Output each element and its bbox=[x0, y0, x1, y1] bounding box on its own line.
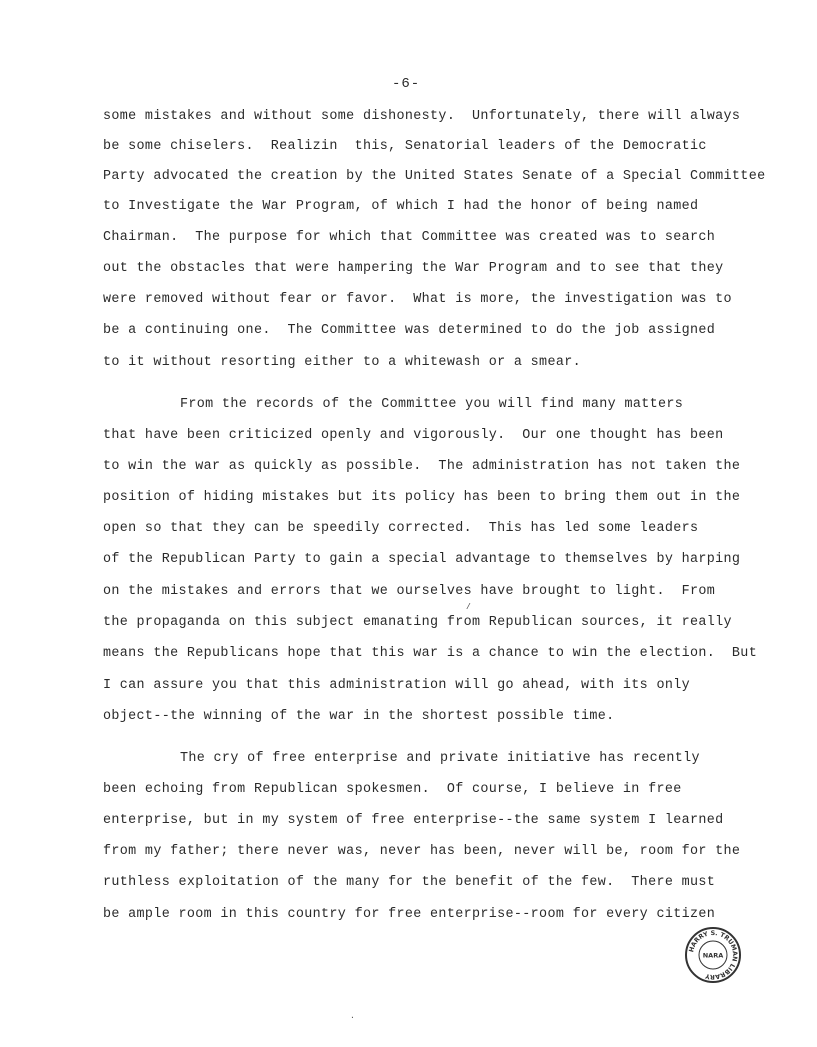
text-line: to win the war as quickly as possible. The administration has not taken the bbox=[103, 459, 741, 474]
stray-mark: . bbox=[350, 1012, 355, 1021]
text-line: be some chiselers. Realizin this, Senatorial leaders of the Democratic bbox=[103, 139, 707, 154]
text-line: be a continuing one. The Committee was determined to do the job assigned bbox=[103, 323, 716, 338]
stamp-center-text: NARA bbox=[702, 951, 724, 960]
page-number: -6- bbox=[392, 76, 421, 92]
text-line: that have been criticized openly and vigorously. Our one thought has been bbox=[103, 428, 724, 443]
text-line: object--the winning of the war in the shortest possible time. bbox=[103, 709, 615, 724]
text-line: of the Republican Party to gain a special advantage to themselves by harping bbox=[103, 552, 741, 567]
text-line: I can assure you that this administration will go ahead, with its only bbox=[103, 678, 690, 693]
text-line: some mistakes and without some dishonesty. Unfortunately, there will always bbox=[103, 109, 741, 124]
text-line: were removed without fear or favor. What is more, the investigation was to bbox=[103, 292, 732, 307]
text-line: Party advocated the creation by the United States Senate of a Special Committee bbox=[103, 169, 766, 184]
text-line: position of hiding mistakes but its policy has been to bring them out in the bbox=[103, 490, 741, 505]
text-line: open so that they can be speedily corrected. This has led some leaders bbox=[103, 521, 699, 536]
text-line: been echoing from Republican spokesmen. Of course, I believe in free bbox=[103, 782, 682, 797]
text-line: From the records of the Committee you will find many matters bbox=[180, 397, 684, 412]
text-line: The cry of free enterprise and private initiative has recently bbox=[180, 751, 700, 766]
text-line: to it without resorting either to a whitewash or a smear. bbox=[103, 355, 581, 370]
text-line: Chairman. The purpose for which that Committee was created was to search bbox=[103, 230, 716, 245]
text-line: out the obstacles that were hampering the War Program and to see that they bbox=[103, 261, 724, 276]
truman-library-stamp-icon bbox=[683, 925, 743, 985]
text-line: to Investigate the War Program, of which I had the honor of being named bbox=[103, 199, 699, 214]
text-line: means the Republicans hope that this war is a chance to win the election. But bbox=[103, 646, 758, 661]
text-line: be ample room in this country for free enterprise--room for every citizen bbox=[103, 907, 716, 922]
stamp-outer-text: HARRY S. TRUMAN LIBRARY bbox=[688, 929, 739, 981]
text-line: enterprise, but in my system of free enterprise--the same system I learned bbox=[103, 813, 724, 828]
text-line: ruthless exploitation of the many for the benefit of the few. There must bbox=[103, 875, 716, 890]
text-line: on the mistakes and errors that we ourselves have brought to light. From bbox=[103, 584, 716, 599]
text-line: the propaganda on this subject emanating from Republican sources, it really bbox=[103, 615, 732, 630]
text-line: from my father; there never was, never has been, never will be, room for the bbox=[103, 844, 741, 859]
stray-mark: / bbox=[466, 603, 471, 612]
